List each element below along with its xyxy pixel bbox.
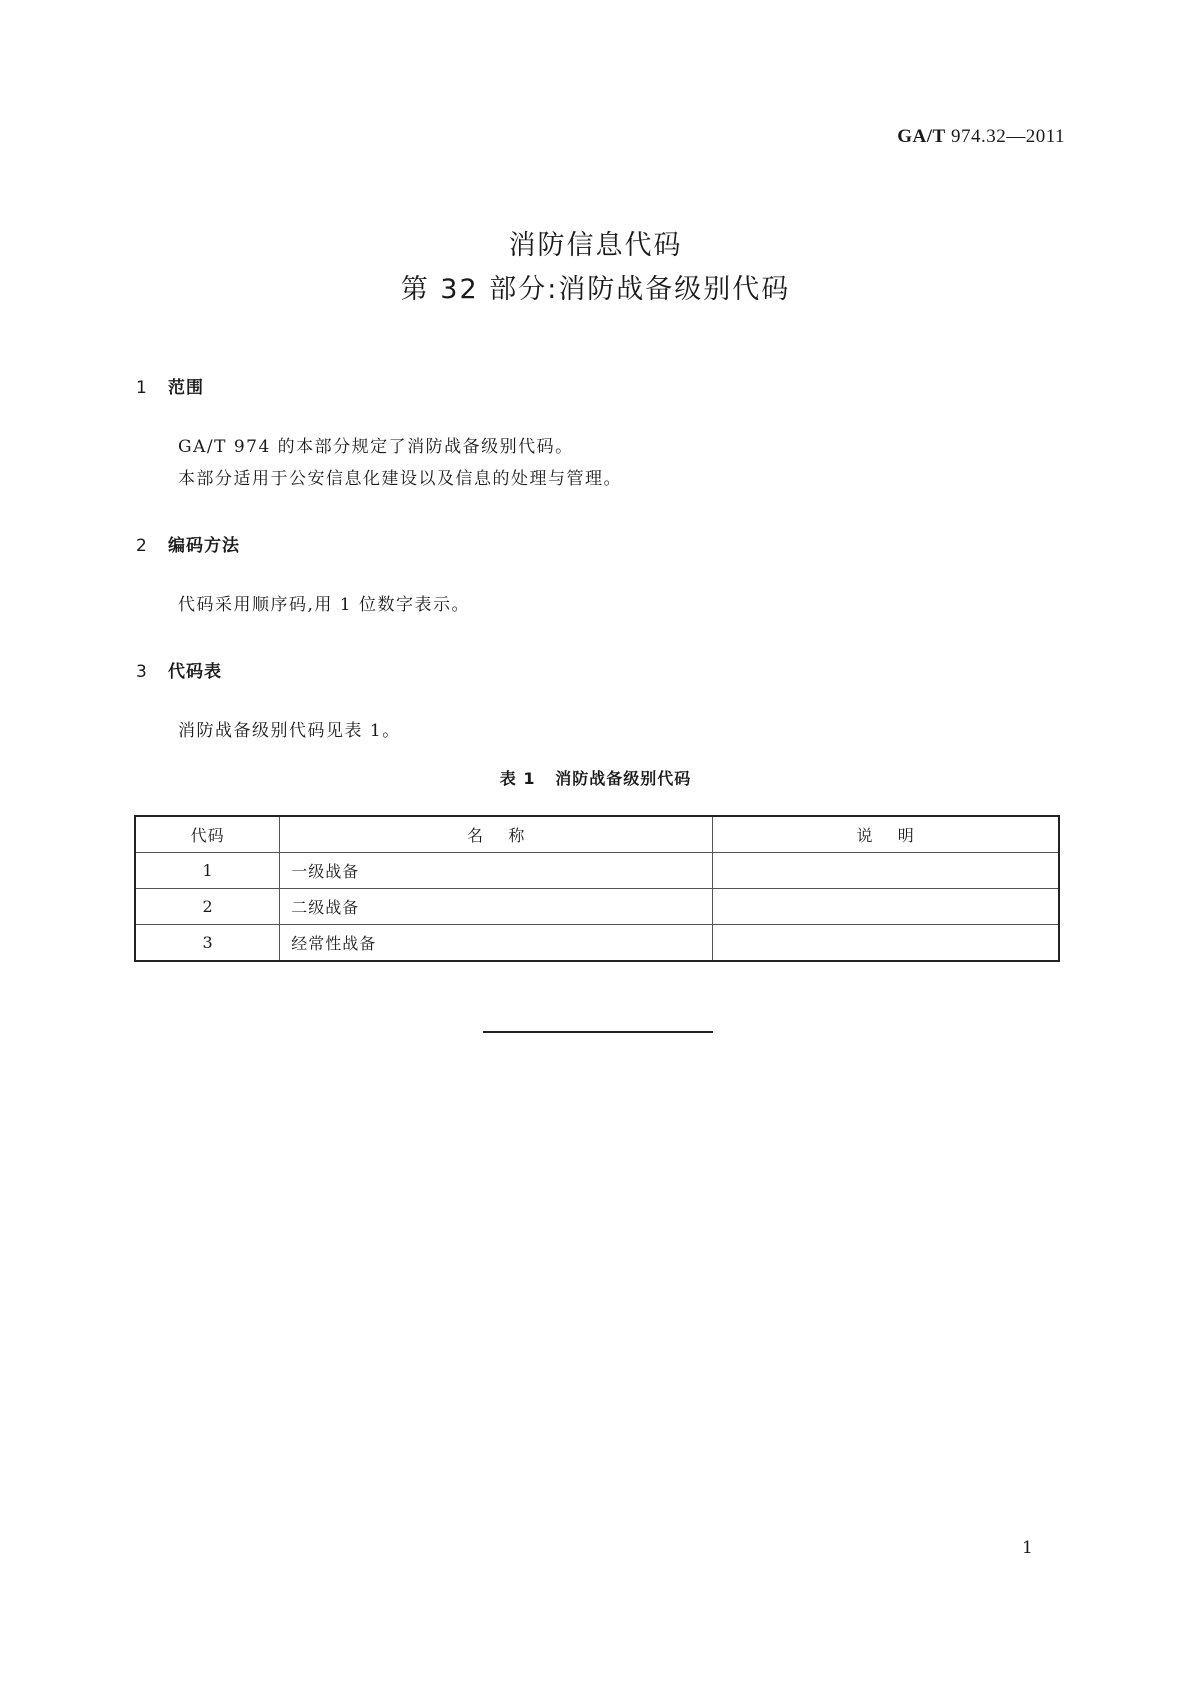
standard-prefix: GA/T: [897, 126, 946, 147]
section-number: 2: [136, 536, 148, 556]
section-title: 范围: [168, 378, 204, 398]
section-paragraph: 代码采用顺序码,用 1 位数字表示。: [178, 595, 471, 615]
section-title: 编码方法: [168, 536, 240, 556]
cell-description: [713, 889, 1059, 925]
column-header-name: 名 称: [280, 816, 713, 853]
section-number: 1: [136, 378, 148, 398]
title-part: 第 32 部分:消防战备级别代码: [400, 274, 791, 305]
standard-number: 974.32—2011: [950, 126, 1065, 147]
section-heading-coding: [136, 531, 240, 556]
section-heading-scope: [136, 373, 204, 398]
cell-code: 2: [135, 889, 280, 925]
section-paragraph: 消防战备级别代码见表 1。: [178, 721, 401, 741]
standard-code: [897, 126, 1065, 148]
document-title: [0, 224, 1191, 312]
cell-name: 一级战备: [280, 853, 713, 889]
table-row: [135, 925, 1059, 962]
table-row: [135, 853, 1059, 889]
code-table: [134, 815, 1060, 962]
table-caption: 表 1 消防战备级别代码: [499, 769, 692, 788]
cell-description: [713, 925, 1059, 962]
section-heading-code-table: [136, 657, 222, 682]
cell-name: 经常性战备: [280, 925, 713, 962]
section-paragraph: 本部分适用于公安信息化建设以及信息的处理与管理。: [178, 469, 622, 489]
title-main: 消防信息代码: [508, 230, 683, 261]
column-header-description: 说 明: [713, 816, 1059, 853]
column-header-code: 代码: [135, 816, 280, 853]
table-header-row: [135, 816, 1059, 853]
page-number: 1: [1022, 1538, 1033, 1558]
cell-code: 1: [135, 853, 280, 889]
section-title: 代码表: [168, 662, 222, 682]
cell-code: 3: [135, 925, 280, 962]
section-paragraph: GA/T 974 的本部分规定了消防战备级别代码。: [178, 437, 574, 457]
end-of-document-rule: [483, 1031, 713, 1033]
cell-description: [713, 853, 1059, 889]
section-number: 3: [136, 662, 148, 682]
table-row: [135, 889, 1059, 925]
cell-name: 二级战备: [280, 889, 713, 925]
